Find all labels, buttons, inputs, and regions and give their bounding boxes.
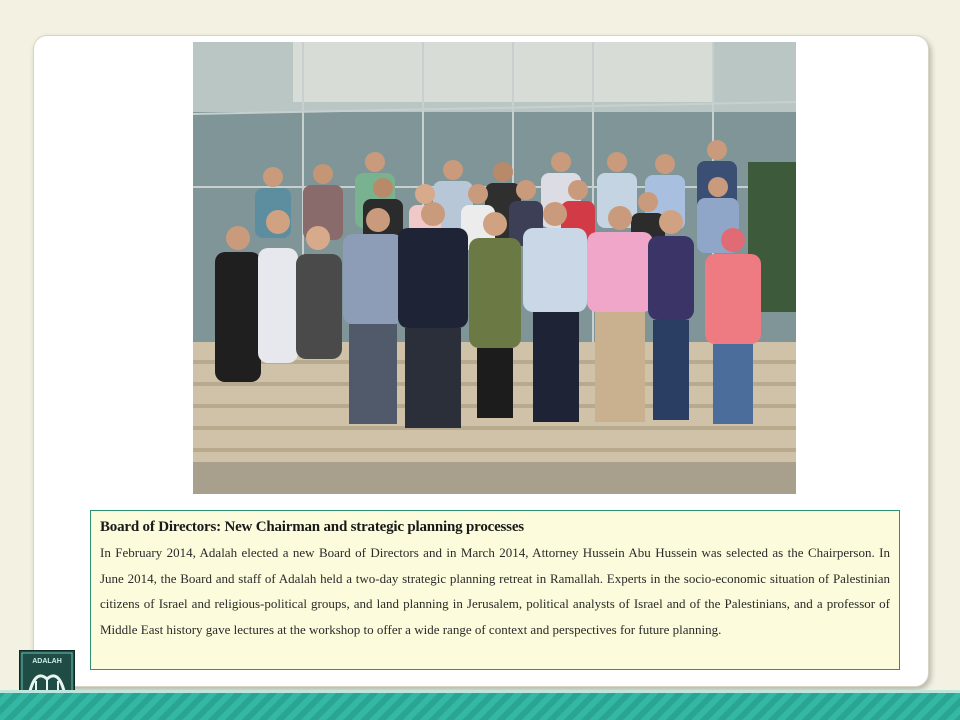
logo-latin: ADALAH (32, 658, 62, 665)
footer-band (0, 690, 960, 720)
caption-box (90, 510, 900, 670)
group-photo-icon (193, 42, 796, 494)
group-photo (193, 42, 796, 494)
caption-body: In February 2014, Adalah elected a new Board of Directors and in March 2014, Attorney Hussein Abu Hussein was selected as the Chairperson. In June 2014, the Board and staff of Adalah held a two-day strategic planning retreat in Ramallah. Experts in the socio-economic situation of Palestinian citizens of Israel and religious-political groups, and land planning in Jerusalem, political analysts of Israel and of the Palestinians, and a professor of Middle East history gave lectures at the workshop to offer a wide range of context and perspectives for future planning. (100, 545, 890, 637)
caption-title: Board of Directors: New Chairman and strategic planning processes (100, 519, 524, 535)
